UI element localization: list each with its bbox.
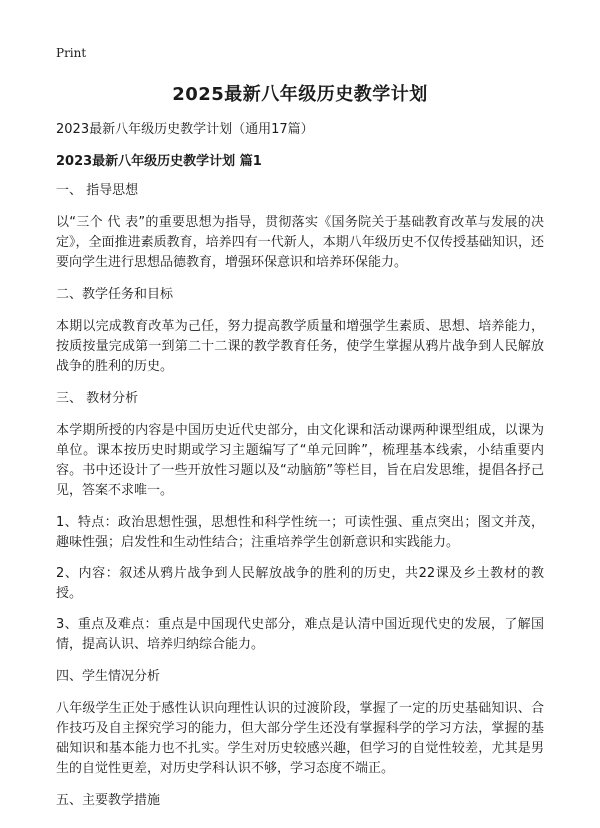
- section-heading-guiding-ideology: 一、 指导思想: [56, 183, 139, 198]
- paragraph-textbook-overview: 本学期所授的内容是中国历史近代史部分，由文化课和活动课两种课型组成，以课为单位。课本按历史时期或学习主题编写了“单元回眸”，梳理基本线索，小结重要内容。书中还设计了一些开放性习题以及“动脑筋”等栏目，旨在启发思维，提倡各抒己见，答案不求唯一。: [56, 423, 544, 498]
- part-heading: 2023最新八年级历史教学计划 篇1: [56, 154, 262, 169]
- document-body: [56, 120, 544, 823]
- paragraph-textbook-features: 1、特点：政治思想性强，思想性和科学性统一；可读性强、重点突出；图文并茂，趣味性强；启发性和生动性结合；注重培养学生创新意识和实践能力。: [56, 515, 544, 550]
- section-heading-student-analysis: 四、学生情况分析: [56, 669, 161, 684]
- section-heading-teaching-measures: 五、主要教学措施: [56, 793, 161, 808]
- paragraph-textbook-key-points: 3、重点及难点：重点是中国现代史部分，难点是认清中国近现代史的发展，了解国情，提高认识、培养归纳综合能力。: [56, 617, 544, 652]
- page-title: 2025最新八年级历史教学计划: [172, 84, 428, 105]
- section-heading-tasks-goals: 二、教学任务和目标: [56, 287, 174, 302]
- paragraph-student-analysis: 八年级学生正处于感性认识向理性认识的过渡阶段，掌握了一定的历史基础知识、合作技巧及自主探究学习的能力，但大部分学生还没有掌握科学的学习方法，掌握的基础知识和基本能力也不扎实。学生对历史较感兴趣，但学习的自觉性较差，尤其是男生的自觉性更差，对历史学科认识不够，学习态度不端正。: [56, 701, 544, 776]
- section-heading-textbook-analysis: 三、 教材分析: [56, 391, 139, 406]
- paragraph-tasks-goals: 本期以完成教育改革为己任，努力提高教学质量和增强学生素质、思想、培养能力，按质按量完成第一到第二十二课的教学教育任务，使学生掌握从鸦片战争到人民解放战争的胜利的历史。: [56, 319, 544, 374]
- paragraph-guiding-ideology: 以“三个 代 表”的重要思想为指导，贯彻落实《国务院关于基础教育改革与发展的决定》，全面推进素质教育，培养四有一代新人，本期八年级历史不仅传授基础知识，还要向学生进行思想品德教育，增强环保意识和培养环保能力。: [56, 215, 544, 270]
- print-link[interactable]: Print: [56, 46, 87, 60]
- paragraph-textbook-content: 2、内容：叙述从鸦片战争到人民解放战争的胜利的历史，共22课及乡土教材的教授。: [56, 566, 544, 601]
- document-subtitle: 2023最新八年级历史教学计划（通用17篇）: [56, 122, 314, 137]
